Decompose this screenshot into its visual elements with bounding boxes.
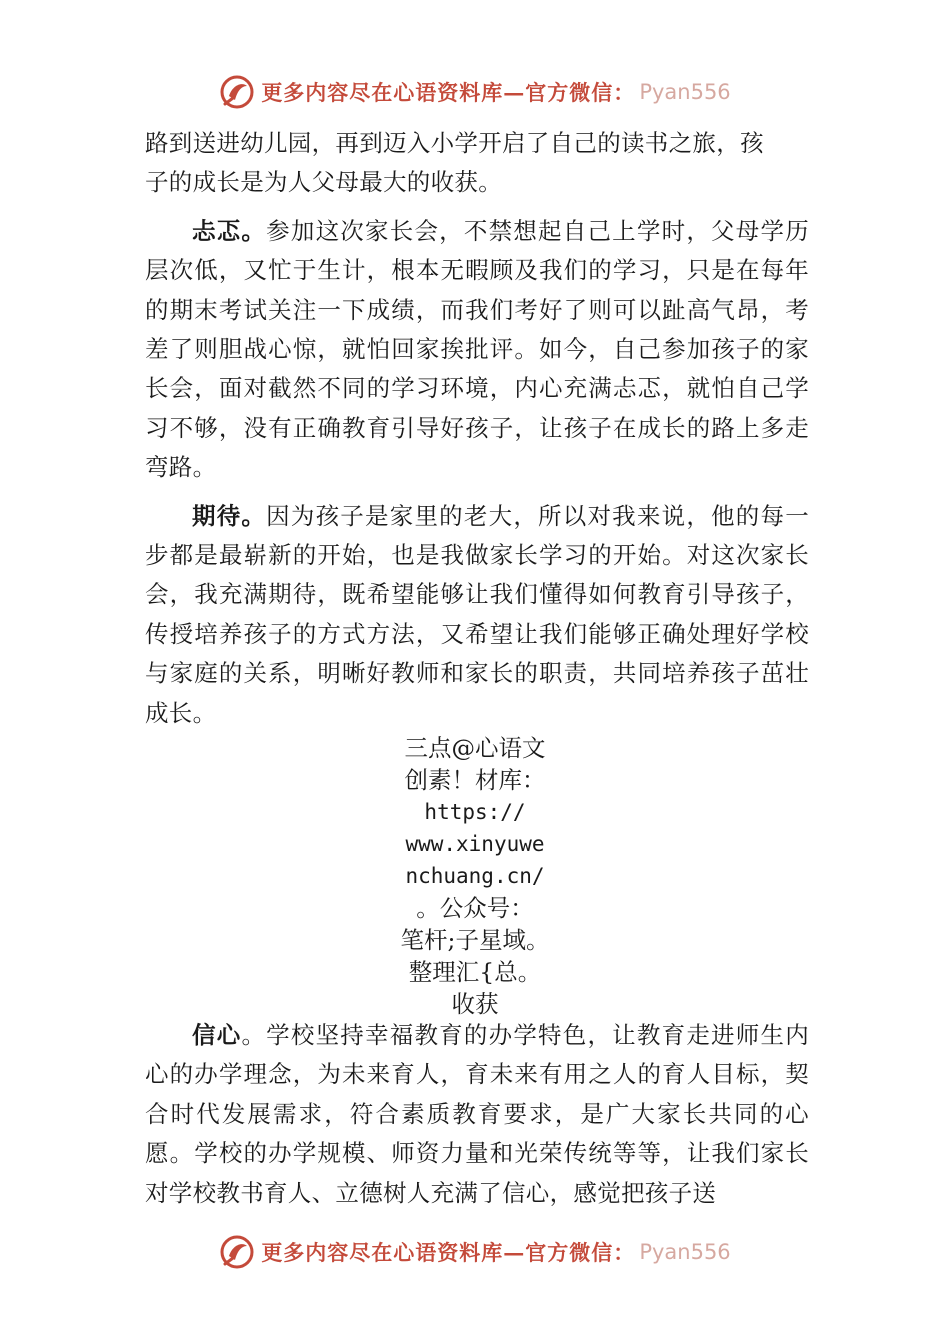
watermark-line: nchuang.cn/: [405, 864, 545, 888]
intro-line-2: 子的成长是为人父母最大的收获。: [145, 168, 502, 197]
brand-logo-icon: [219, 1234, 255, 1270]
banner-text: 更多内容尽在心语资料库—官方微信：: [261, 1240, 636, 1265]
paragraph-body: 。学校坚持幸福教育的办学特色，让教育走进师生内心的办学理念，为未来育人，育未来有用之人的育人目标，契合时代发展需求，符合素质教育要求，是广大家长共同的心愿。学校的办学规模、师资力量和光荣传统等等，让我们家长对学校教书育人、立德树人充满了信心，感觉把孩子送: [145, 1021, 809, 1207]
paragraph-confidence: [145, 1016, 809, 1213]
watermark-line: 三点@心语文: [404, 734, 546, 762]
intro-line-1: 路到送进幼儿园，再到迈入小学开启了自己的读书之旅，孩: [145, 129, 764, 157]
watermark-line: 创素！材库：: [404, 766, 546, 794]
watermark-line: 整理汇{总。: [408, 958, 542, 986]
watermark-block: [330, 732, 620, 1020]
paragraph-heading: 忐忑。: [192, 216, 267, 245]
paragraph-expectation: [145, 497, 809, 733]
banner-wechat-id: Pyan556: [639, 1240, 731, 1264]
paragraph-nervous: [145, 212, 809, 488]
watermark-line: https://: [424, 800, 526, 824]
banner-wechat-id: Pyan556: [639, 80, 731, 104]
watermark-line: www.xinyuwe: [405, 832, 545, 856]
paragraph-heading: 期待。: [192, 501, 267, 530]
brand-logo-icon: [219, 74, 255, 110]
paragraph-body: 参加这次家长会，不禁想起自己上学时，父母学历层次低，又忙于生计，根本无暇顾及我们的学习，只是在每年的期末考试关注一下成绩，而我们考好了则可以趾高气昂，考差了则胆战心惊，就怕回家挨批评。如今，自己参加孩子的家长会，面对截然不同的学习环境，内心充满忐忑，就怕自己学习不够，没有正确教育引导好孩子，让孩子在成长的路上多走弯路。: [145, 216, 809, 482]
watermark-line: 。公众号：: [416, 894, 534, 922]
banner-text: 更多内容尽在心语资料库—官方微信：: [261, 80, 636, 105]
paragraph-body: 因为孩子是家里的老大，所以对我来说，他的每一步都是最崭新的开始，也是我做家长学习的开始。对这次家长会，我充满期待，既希望能够让我们懂得如何教育引导孩子，传授培养孩子的方式方法，又希望让我们能够正确处理好学校与家庭的关系，明晰好教师和家长的职责，共同培养孩子茁壮成长。: [145, 501, 809, 727]
footer-banner: [0, 1232, 950, 1272]
paragraph-heading: 信心: [192, 1021, 242, 1049]
document-body-continued: [145, 1016, 809, 1213]
section-heading-harvest: 收获: [451, 990, 499, 1018]
document-body: [145, 124, 809, 733]
header-banner: [0, 72, 950, 112]
watermark-line: 笔杆;子星域。: [400, 926, 550, 954]
